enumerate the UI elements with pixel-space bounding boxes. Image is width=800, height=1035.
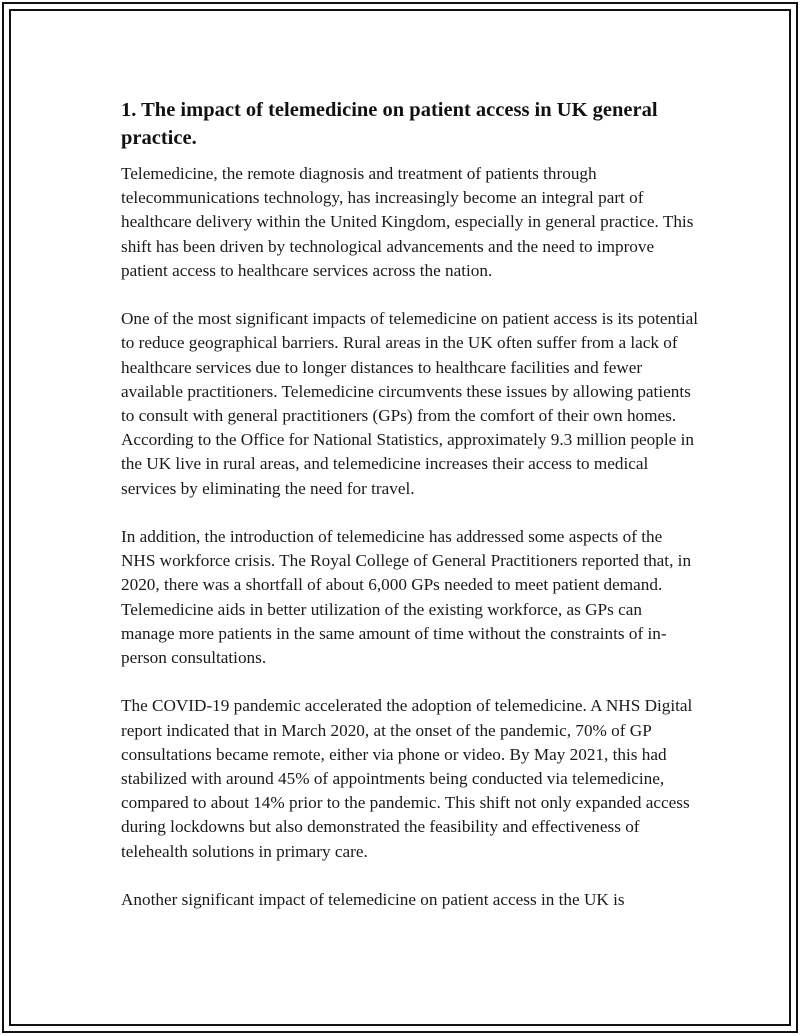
page-frame xyxy=(2,2,798,1033)
paragraph-covid: The COVID-19 pandemic accelerated the adoption of telemedicine. A NHS Digital report indicated that in March 2020, at the onset of the pandemic, 70% of GP consultations became remote, either via phone or video. By May 2021, this had stabilized with around 45% of appointments being conducted via telemedicine, compared to about 14% prior to the pandemic. This shift not only expanded access during lockdowns but also demonstrated the feasibility and effectiveness of telehealth solutions in primary care. xyxy=(121,696,693,861)
section-heading: 1. The impact of telemedicine on patient access in UK general practice. xyxy=(121,99,658,149)
paragraph-geographical-barriers: One of the most significant impacts of telemedicine on patient access is its potential to reduce geographical barriers. Rural areas in the UK often suffer from a lack of healthcare services due to longer distances to healthcare facilities and fewer available practitioners. Telemedicine circumvents these issues by allowing patients to consult with general practitioners (GPs) from the comfort of their own homes. According to the Office for National Statistics, approximately 9.3 million people in the UK live in rural areas, and telemedicine increases their access to medical services by eliminating the need for travel. xyxy=(121,309,699,498)
paragraph-workforce: In addition, the introduction of telemedicine has addressed some aspects of the NHS workforce crisis. The Royal College of General Practitioners reported that, in 2020, there was a shortfall of about 6,000 GPs needed to meet patient demand. Telemedicine aids in better utilization of the existing workforce, as GPs can manage more patients in the same amount of time without the constraints of in-person consultations. xyxy=(121,527,692,668)
paragraph-another-impact: Another significant impact of telemedicine on patient access in the UK is xyxy=(121,890,625,910)
document-body xyxy=(121,96,699,936)
paragraph-intro: Telemedicine, the remote diagnosis and treatment of patients through telecommunications technology, has increasingly become an integral part of healthcare delivery within the United Kingdom, especially in general practice. This shift has been driven by technological advancements and the need to improve patient access to healthcare services across the nation. xyxy=(121,164,694,280)
